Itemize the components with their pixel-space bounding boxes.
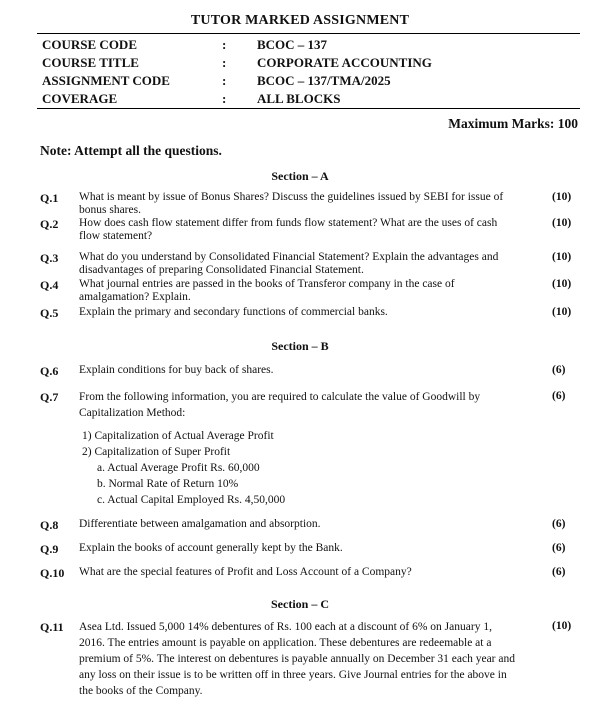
instruction-note: Note: Attempt all the questions. (40, 143, 222, 158)
coverage-label: COVERAGE (42, 91, 118, 106)
question-marks: (6) (552, 566, 566, 578)
question-number: Q.10 (40, 566, 65, 580)
question-text: Explain the primary and secondary functions of commercial banks. (79, 306, 388, 318)
course-code-label: COURSE CODE (42, 37, 137, 52)
coverage-colon: : (222, 91, 227, 106)
course-title-colon: : (222, 55, 227, 70)
method-item: 1) Capitalization of Actual Average Profit (82, 430, 274, 442)
header-bottom-rule (37, 108, 580, 109)
course-title-value: CORPORATE ACCOUNTING (257, 55, 432, 70)
question-number: Q.7 (40, 390, 59, 404)
question-marks: (10) (552, 251, 572, 263)
given-data-item: c. Actual Capital Employed Rs. 4,50,000 (97, 494, 286, 506)
course-code-value: BCOC – 137 (257, 37, 328, 52)
question-number: Q.8 (40, 518, 59, 532)
question-text: What journal entries are passed in the books of Transferor company in the case of amalgamation? Explain. (79, 278, 455, 303)
section-a-heading: Section – A (271, 169, 329, 183)
question-number: Q.2 (40, 217, 59, 231)
method-item: 2) Capitalization of Super Profit (82, 446, 231, 458)
question-marks: (10) (552, 217, 572, 229)
question-number: Q.4 (40, 278, 59, 292)
assignment-code-label: ASSIGNMENT CODE (42, 73, 170, 88)
section-b-heading: Section – B (271, 339, 329, 353)
course-code-colon: : (222, 37, 227, 52)
question-marks: (10) (552, 191, 572, 203)
question-number: Q.1 (40, 191, 59, 205)
question-text: Explain the books of account generally kept by the Bank. (79, 542, 343, 554)
header-top-rule (37, 33, 580, 34)
question-text: Differentiate between amalgamation and absorption. (79, 518, 321, 530)
question-number: Q.9 (40, 542, 59, 556)
coverage-value: ALL BLOCKS (257, 91, 341, 106)
question-text: From the following information, you are required to calculate the value of Goodwill by Capitalization Method: (79, 391, 481, 419)
question-text: What are the special features of Profit and Loss Account of a Company? (79, 566, 412, 578)
question-number: Q.11 (40, 620, 64, 634)
question-marks: (10) (552, 306, 572, 318)
question-number: Q.3 (40, 251, 59, 265)
question-marks: (10) (552, 620, 572, 632)
maximum-marks: Maximum Marks: 100 (448, 116, 578, 131)
question-text: Explain conditions for buy back of shares. (79, 364, 274, 376)
course-title-label: COURSE TITLE (42, 55, 139, 70)
question-text: Asea Ltd. Issued 5,000 14% debentures of Rs. 100 each at a discount of 6% on January 1, 2016. The entries amount is payable on application. These debentures are redeemable at a premium of 5%. The interest on debentures is payable annually on December 31 each year and any loss on their issue is to be written off in three years. Give Journal entries for the above in the books of the Company. (79, 621, 515, 697)
question-marks: (6) (552, 364, 566, 376)
question-marks: (6) (552, 518, 566, 530)
question-number: Q.5 (40, 306, 59, 320)
assignment-code-colon: : (222, 73, 227, 88)
given-data-item: b. Normal Rate of Return 10% (97, 478, 239, 490)
question-marks: (10) (552, 278, 572, 290)
question-text: What is meant by issue of Bonus Shares? Discuss the guidelines issued by SEBI for issue of bonus shares. (79, 191, 504, 216)
question-number: Q.6 (40, 364, 59, 378)
document-title: TUTOR MARKED ASSIGNMENT (190, 13, 410, 28)
given-data-item: a. Actual Average Profit Rs. 60,000 (97, 462, 260, 474)
question-text: What do you understand by Consolidated Financial Statement? Explain the advantages and disadvantages of preparing Consolidated Financial Statement. (79, 251, 499, 276)
section-c-heading: Section – C (271, 597, 329, 611)
question-marks: (6) (552, 390, 566, 402)
question-marks: (6) (552, 542, 566, 554)
question-text: How does cash flow statement differ from funds flow statement? What are the uses of cash flow statement? (79, 217, 498, 242)
assignment-code-value: BCOC – 137/TMA/2025 (257, 73, 391, 88)
